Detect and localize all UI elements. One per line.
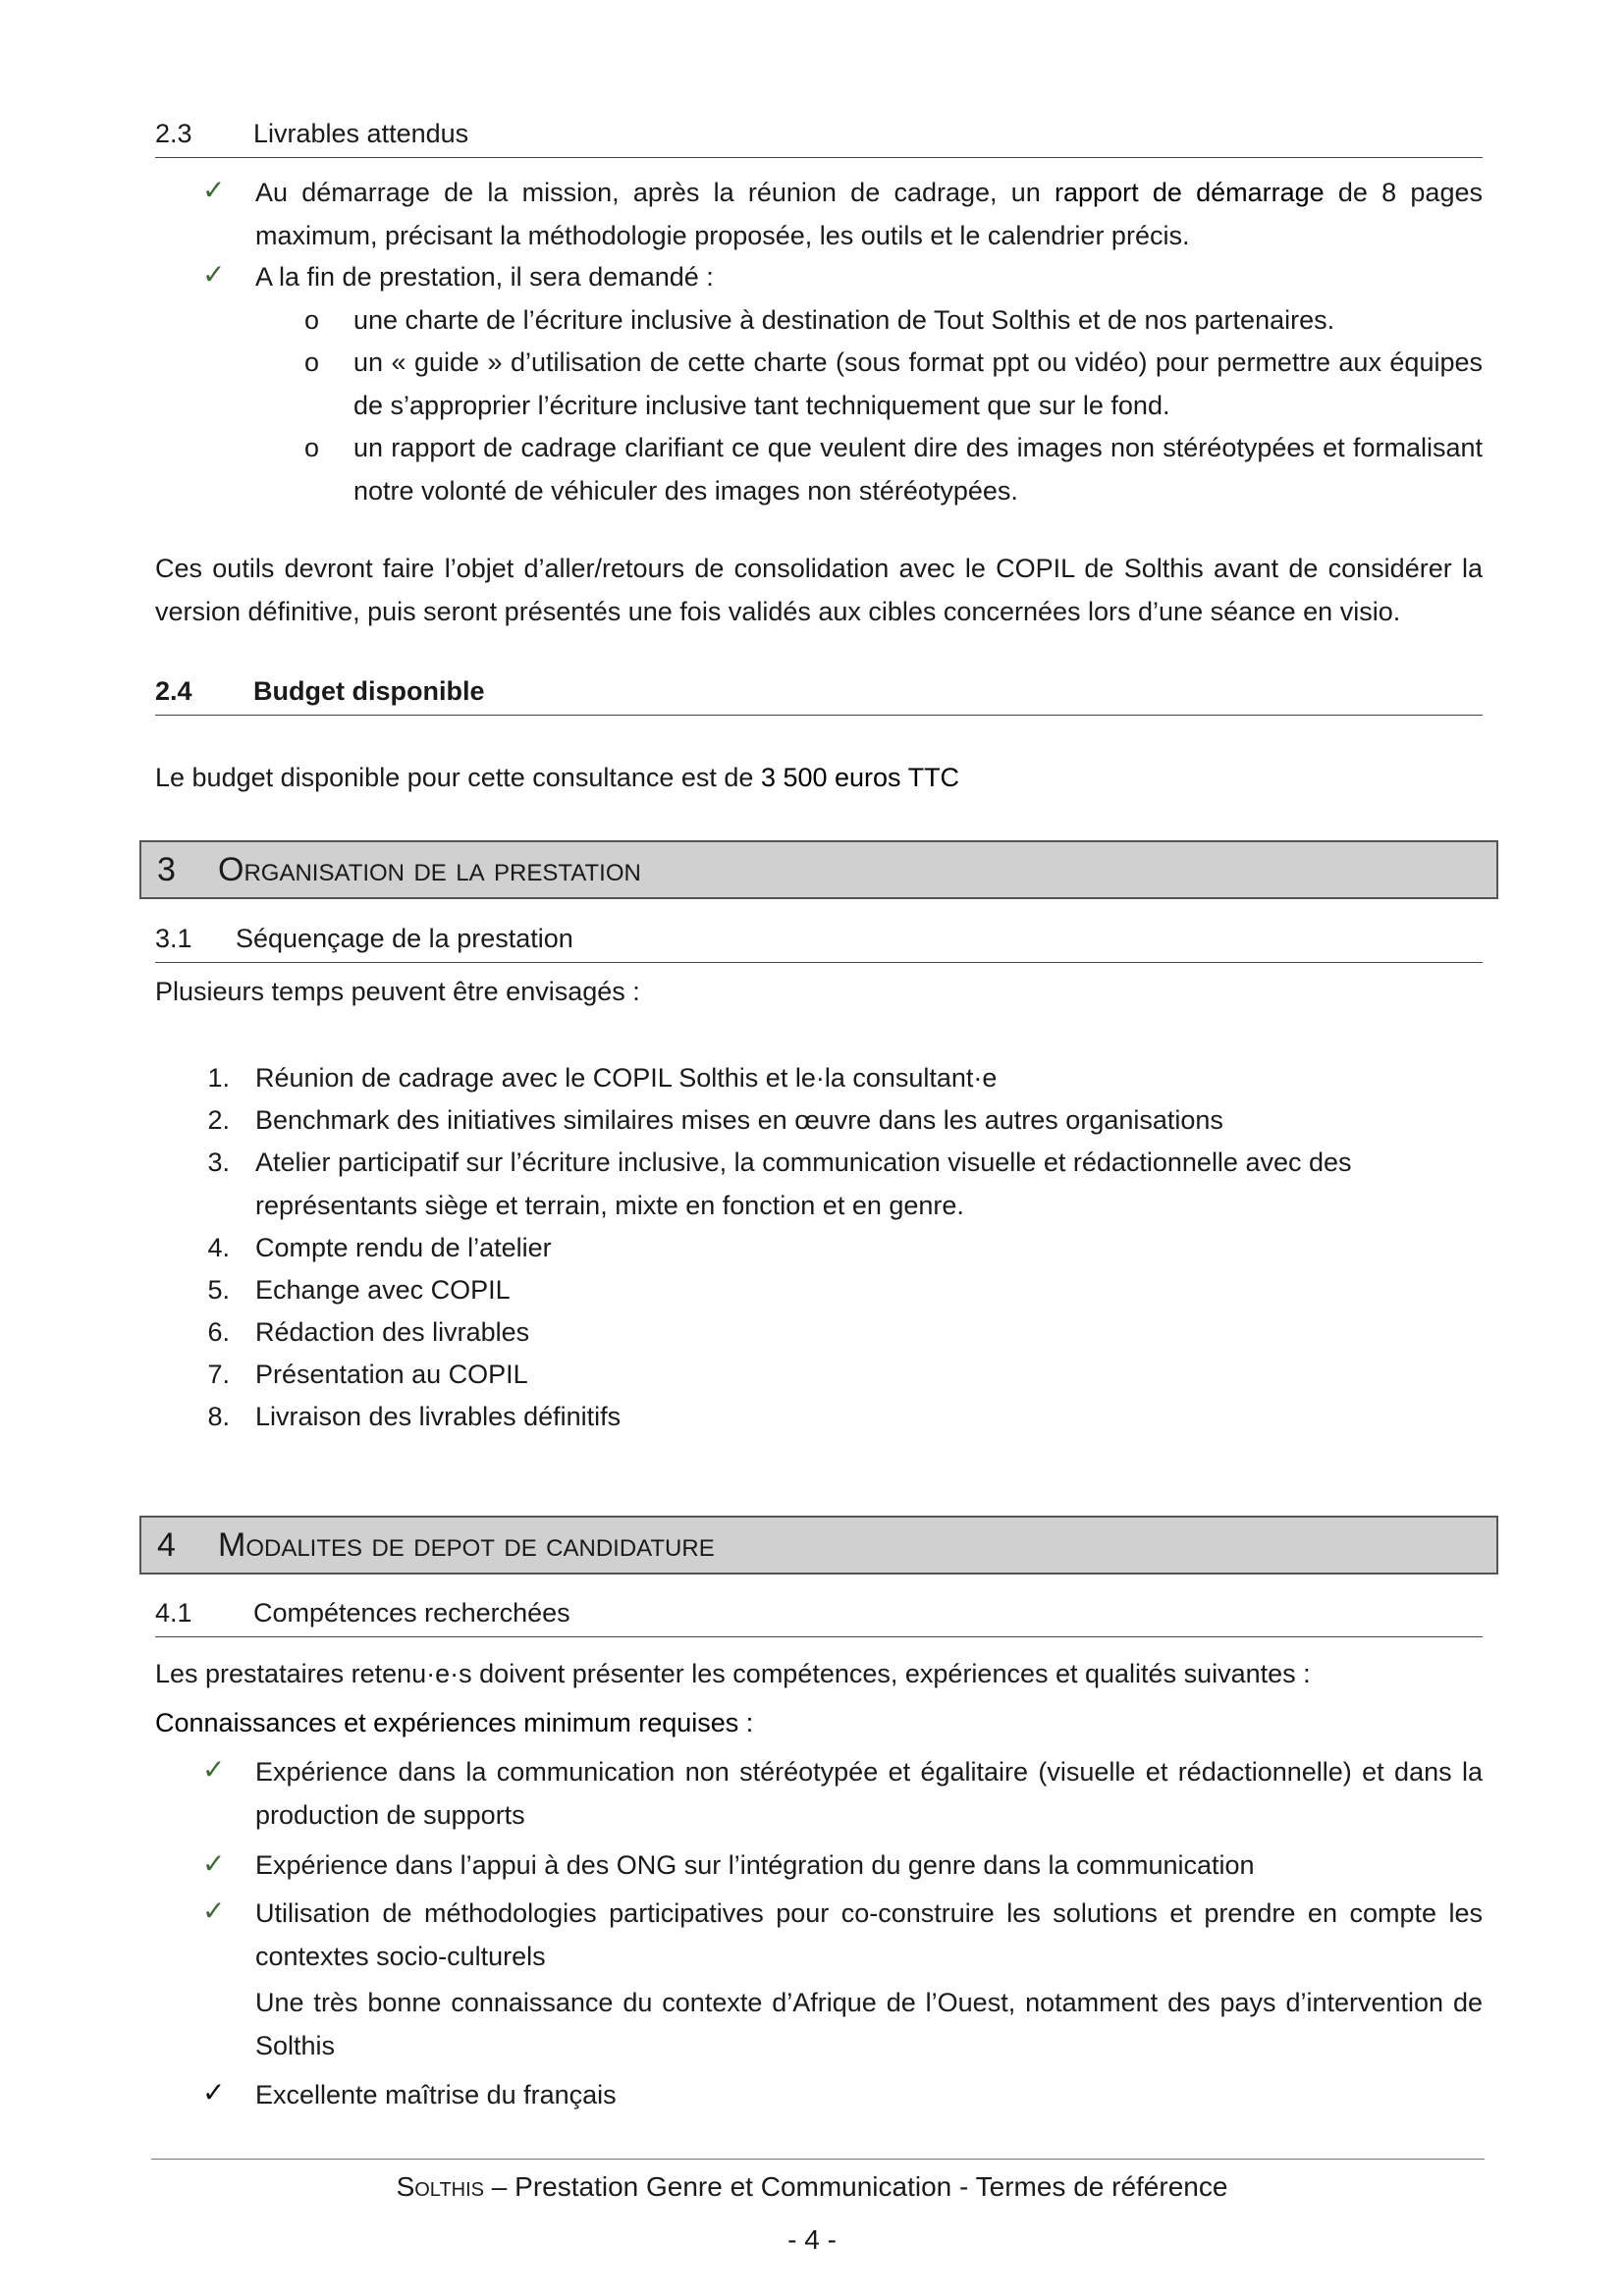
list-number: 5.: [207, 1275, 230, 1305]
section-title: Séquençage de la prestation: [236, 924, 573, 953]
footer-brand: Solthis: [396, 2171, 485, 2202]
page-number: - 4 -: [787, 2224, 837, 2255]
section-title: Compétences recherchées: [253, 1598, 570, 1628]
list-item: Rédaction des livrables: [255, 1317, 530, 1347]
list-number: 3.: [207, 1148, 230, 1177]
list-item: Livraison des livrables définitifs: [255, 1402, 622, 1431]
checkmark-icon: ✓: [202, 1896, 226, 1926]
section-number: 4.1: [155, 1598, 192, 1628]
budget-paragraph: Le budget disponible pour cette consultance est de 3 500 euros TTC: [155, 763, 960, 792]
checkmark-icon: ✓: [202, 175, 226, 205]
deliverable-item: A la fin de prestation, il sera demandé :: [255, 262, 714, 292]
section-number: 4: [157, 1526, 176, 1564]
highlight-text: rapport de démarrage: [1055, 178, 1325, 207]
list-number: 2.: [207, 1105, 230, 1135]
footer-divider: [151, 2159, 1485, 2160]
section-number: 2.3: [155, 119, 192, 148]
list-number: 6.: [207, 1317, 230, 1347]
section-title: Modalites de depot de candidature: [218, 1526, 715, 1564]
competence-item: Excellente maîtrise du français: [255, 2080, 617, 2109]
section-4-banner: [139, 1516, 1498, 1575]
competence-item: Utilisation de méthodologies participatives pour co-construire les solutions et prendre en compte les contextes socio-culturels: [255, 1898, 1483, 1971]
section-3-1-heading: [155, 923, 1483, 963]
section-number: 3.1: [155, 924, 192, 953]
paragraph: Plusieurs temps peuvent être envisagés :: [155, 977, 640, 1006]
list-number: 4.: [207, 1233, 230, 1262]
section-2-4-heading: [155, 675, 1483, 716]
competence-item: Expérience dans l’appui à des ONG sur l’intégration du genre dans la communication: [255, 1850, 1255, 1880]
list-item: Présentation au COPIL: [255, 1360, 528, 1389]
sub-item: un rapport de cadrage clarifiant ce que veulent dire des images non stéréotypées et formalisant notre volonté de véhiculer des images non stéréotypées.: [353, 433, 1483, 506]
list-number: 1.: [207, 1063, 230, 1093]
checkmark-icon: ✓: [202, 1848, 226, 1879]
list-item: Echange avec COPIL: [255, 1275, 511, 1305]
section-2-3-heading: [155, 118, 1483, 158]
footer-title: Solthis – Prestation Genre et Communication - Termes de référence: [396, 2171, 1228, 2202]
competence-item: Une très bonne connaissance du contexte d’Afrique de l’Ouest, notamment des pays d’intervention de Solthis: [255, 1988, 1483, 2060]
sub-item: une charte de l’écriture inclusive à destination de Tout Solthis et de nos partenaires.: [353, 305, 1335, 335]
list-item: Benchmark des initiatives similaires mises en œuvre dans les autres organisations: [255, 1105, 1223, 1135]
list-number: 7.: [207, 1360, 230, 1389]
section-4-1-heading: [155, 1597, 1483, 1637]
section-number: 2.4: [155, 676, 192, 706]
list-item: Compte rendu de l’atelier: [255, 1233, 552, 1262]
list-item: Réunion de cadrage avec le COPIL Solthis et le·la consultant·e: [255, 1063, 998, 1093]
section-3-banner: [139, 840, 1498, 899]
circle-bullet-icon: o: [304, 433, 320, 462]
section-title: Livrables attendus: [253, 119, 469, 148]
checkmark-icon: ✓: [202, 1754, 226, 1785]
deliverable-item: Au démarrage de la mission, après la réunion de cadrage, un rapport de démarrage de 8 pages maximum, précisant la méthodologie proposée, les outils et le calendrier précis.: [255, 178, 1483, 250]
section-number: 3: [157, 851, 176, 888]
budget-amount: 3 500 euros TTC: [760, 763, 960, 792]
checkmark-icon: ✓: [202, 2077, 226, 2108]
section-title: Organisation de la prestation: [218, 851, 641, 888]
list-item: Atelier participatif sur l’écriture inclusive, la communication visuelle et rédactionnelle avec des représentants siège et terrain, mixte en fonction et en genre.: [255, 1148, 1352, 1220]
circle-bullet-icon: o: [304, 347, 320, 377]
sub-heading-text: Connaissances et expériences minimum requises :: [155, 1708, 754, 1737]
section-title: Budget disponible: [253, 676, 485, 706]
checkmark-icon: ✓: [202, 259, 226, 290]
list-number: 8.: [207, 1402, 230, 1431]
sub-item: un « guide » d’utilisation de cette charte (sous format ppt ou vidéo) pour permettre aux équipes de s’approprier l’écriture inclusive tant techniquement que sur le fond.: [353, 347, 1483, 420]
competence-item: Expérience dans la communication non stéréotypée et égalitaire (visuelle et rédactionnelle) et dans la production de supports: [255, 1757, 1483, 1830]
paragraph: Les prestataires retenu·e·s doivent présenter les compétences, expériences et qualités suivantes :: [155, 1659, 1311, 1688]
paragraph: Ces outils devront faire l’objet d’aller/retours de consolidation avec le COPIL de Solthis avant de considérer la version définitive, puis seront présentés une fois validés aux cibles concernées lors d’une séance en visio.: [155, 554, 1483, 626]
circle-bullet-icon: o: [304, 305, 320, 335]
